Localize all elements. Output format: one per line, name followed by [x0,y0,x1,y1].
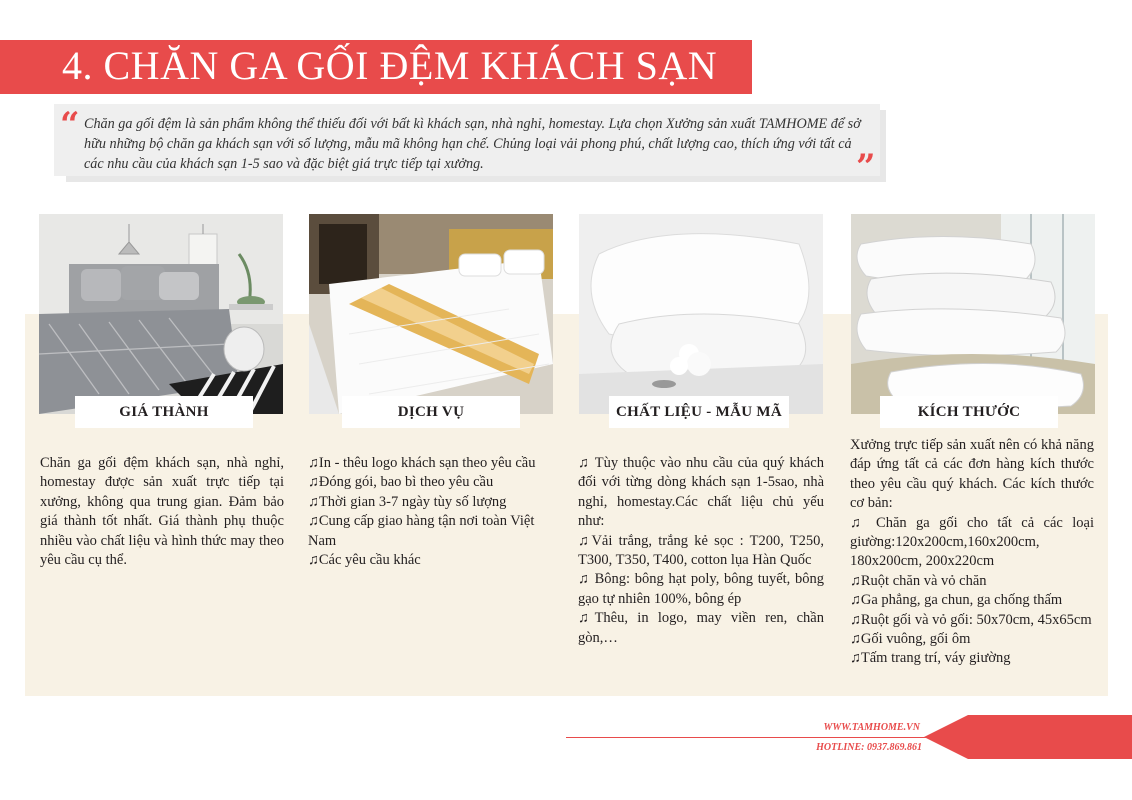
photo-stacked-pillows [851,214,1095,414]
kich-thuoc-line: ♫Ruột gối và vỏ gối: 50x70cm, 45x65cm [850,611,1092,628]
text-dich-vu [308,454,554,570]
footer-hotline: HOTLINE: 0937.869.861 [816,742,922,753]
dich-vu-line: ♫Thời gian 3-7 ngày tùy số lượng [308,493,507,510]
label-kich-thuoc: KÍCH THƯỚC [880,396,1058,428]
dich-vu-line: ♫Cung cấp giao hàng tận nơi toàn Việt Nam [308,513,535,549]
close-quote-icon: ” [856,147,876,187]
label-chat-lieu: CHẤT LIỆU - MẪU MÃ [609,396,789,428]
chat-lieu-line: ♫ Tùy thuộc vào nhu cầu của quý khách đối với từng dòng khách sạn 1-5sao, nhà nghỉ, homestay.Các chất liệu chủ yếu như: [578,455,824,530]
text-gia-thanh [40,454,284,570]
photo-bedroom-grey [39,214,283,414]
label-gia-thanh: GIÁ THÀNH [75,396,253,428]
photo-hotel-bed [309,214,553,414]
gia-thanh-paragraph: Chăn ga gối đệm khách sạn, nhà nghỉ, homestay được sản xuất trực tiếp tại xưởng, không qua trung gian. Đảm bảo giá thành tốt nhất. Giá thành phụ thuộc nhiều vào chất liệu và hình thức may theo yêu cầu cụ thể. [40,455,284,569]
text-kich-thuoc [850,436,1094,669]
photo-pillows [579,214,823,414]
chat-lieu-line: ♫ Bông: bông hạt poly, bông tuyết, bông gạo tự nhiên 100%, bông ép [578,571,824,607]
footer-arrow-shape [924,715,1132,759]
dich-vu-line: ♫Các yêu cầu khác [308,552,421,569]
footer-divider [566,737,966,738]
kich-thuoc-line: ♫Ruột chăn và vỏ chăn [850,572,987,589]
kich-thuoc-line: ♫ Chăn ga gối cho tất cả các loại giường:120x200cm,160x200cm, 180x200cm, 200x220cm [850,514,1094,570]
intro-quote-text: Chăn ga gối đệm là sản phẩm không thể thiếu đối với bất kì khách sạn, nhà nghỉ, homestay. Lựa chọn Xưởng sản xuất TAMHOME để sở hữu những bộ chăn ga khách sạn với số lượng, mẫu mã không hạn chế. Chủng loại vải phong phú, chất lượng cao, thích ứng với tất cả các nhu cầu của khách sạn 1-5 sao và đặc biệt giá trực tiếp tại xưởng. [84,116,861,172]
chat-lieu-line: ♫Vải trắng, trắng kẻ sọc : T200, T250, T300, T350, T400, cotton lụa Hàn Quốc [578,532,824,569]
dich-vu-line: ♫Đóng gói, bao bì theo yêu cầu [308,474,494,491]
kich-thuoc-line: ♫Gối vuông, gối ôm [850,631,971,648]
label-dich-vu: DỊCH VỤ [342,396,520,428]
page-title: 4. CHĂN GA GỐI ĐỆM KHÁCH SẠN [62,43,718,88]
chat-lieu-line: ♫Thêu, in logo, may viền ren, chần gòn,… [578,610,824,646]
open-quote-icon: “ [60,105,80,145]
kich-thuoc-line: ♫Tấm trang trí, váy giường [850,650,1011,667]
footer-website[interactable]: WWW.TAMHOME.VN [823,722,920,733]
text-chat-lieu [578,454,824,648]
kich-thuoc-line: Xưởng trực tiếp sản xuất nên có khả năng đáp ứng tất cả các đơn hàng kích thước theo yêu cầu quý khách. Các kích thước cơ bản: [850,437,1094,512]
title-banner [0,40,752,94]
dich-vu-line: ♫In - thêu logo khách sạn theo yêu cầu [308,455,536,471]
kich-thuoc-line: ♫Ga phẳng, ga chun, ga chống thấm [850,592,1063,609]
